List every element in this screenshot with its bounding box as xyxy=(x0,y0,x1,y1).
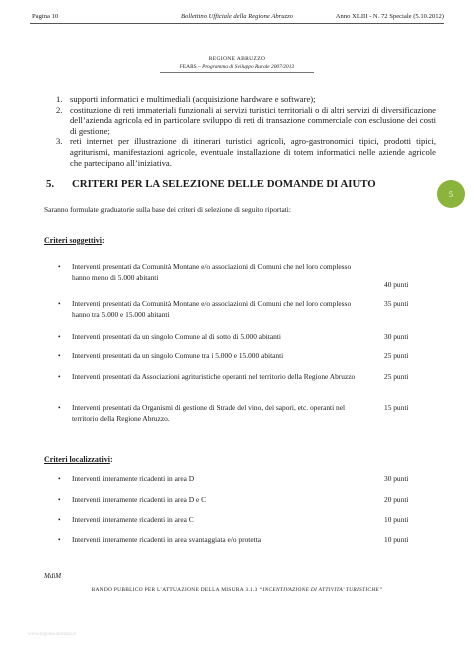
subheader-rule xyxy=(160,72,314,73)
location-criteria-title: Criteri localizzativi: xyxy=(44,455,113,464)
numbered-list xyxy=(56,94,436,168)
footer-text: BANDO PUBBLICO PER L’ATTUAZIONE DELLA MISURA 3.1.3 “INCENTIVAZIONE DI ATTIVITA’ TURISTICHE” xyxy=(91,587,383,593)
document-page: Pagina 10 Bollettino Ufficiale della Regione Abruzzo Anno XLIII - N. 72 Speciale (5.10.2012) REGIONE ABRUZZO FEARS – Programma di Sviluppo Rurale 2007/2013 1. supporti informatici e multimediali (acquisizione hardware e software); 2. costituzione di reti immateriali funzionali ai servizi turistici territoriali o di altri servizi di diversificazione dell’azienda agricola ed in particolare sviluppo di reti di transazione commerciale con esclusione dei costi di gestione; 3. reti internet per illustrazione di itinerari turistici agricoli, agro-gastronomici tipici, prodotti tipici, agriturismi, manifestazioni agricole, eventuale installazione di totem informatici nelle aziende agricole che partecipano all’iniziativa. 5. CRITERI PER LA SELEZIONE DELLE DOMANDE DI AIUTO 5 Saranno formulate graduatorie sulla base dei criteri di selezione di seguito riportati: Criteri soggettivi: • Interventi presentati da Comunità Montane e/o associazioni di Comuni che nel loro complesso hanno meno di 5.000 abitanti 40 punti • Interventi presentati da Comunità Montane e/o associazioni di Comuni che nel loro complesso hanno tra 5.000 e 15.000 abitanti 35 punti • Interventi presentati da un singolo Comune al di sotto di 5.000 abitanti 30 punti • Interventi presentati da un singolo Comune tra i 5.000 e 15.000 abitanti 25 punti • Interventi presentati da Associazioni agrituristiche operanti nel territorio della Regione Abruzzo 25 punti • Interventi presentati da Organismi di gestione di Strade del vino, dei sapori, etc. operanti nel territorio della Regione Abruzzo. 15 punti Criteri localizzativi: • Interventi interamente ricadenti in area D 30 punti • Interventi interamente ricadenti in area D e C 20 punti • Interventi interamente ricadenti in area C 10 punti • Interventi interamente ricadenti in area svantaggiata e/o protetta 10 punti MdiM BANDO PUBBLICO PER L’ATTUAZIONE DELLA MISURA 3.1.3 “INCENTIVAZIONE DI ATTIVITA’ TURISTICHE” www.regione.abruzzo.it xyxy=(0,0,474,670)
issue-info: Anno XLIII - N. 72 Speciale (5.10.2012) xyxy=(335,13,444,20)
program-name: FEARS – Programma di Sviluppo Rurale 2007/2013 xyxy=(179,64,295,70)
list-item: 3. reti internet per illustrazione di itinerari turistici agricoli, agro-gastronomici tipici, prodotti tipici, agriturismi, manifestazioni agricole, eventuale installazione di totem informatici nelle aziende agricole che partecipano all’iniziativa. xyxy=(56,136,436,168)
page-number: Pagina 10 xyxy=(32,13,59,20)
footer-initials: MdiM xyxy=(44,572,62,580)
section-intro: Saranno formulate graduatorie sulla base dei criteri di selezione di seguito riportati: xyxy=(44,205,291,214)
section-badge: 5 xyxy=(437,180,465,208)
region-name: REGIONE ABRUZZO xyxy=(208,56,266,62)
publication-title: Bollettino Ufficiale della Regione Abruzzo xyxy=(181,13,293,20)
list-item: 1. supporti informatici e multimediali (acquisizione hardware e software); xyxy=(56,94,316,104)
section-heading: 5. CRITERI PER LA SELEZIONE DELLE DOMANDE DI AIUTO xyxy=(46,178,376,190)
header-rule xyxy=(30,23,444,24)
list-item: 2. costituzione di reti immateriali funzionali ai servizi turistici territoriali o di altri servizi di diversificazione dell’azienda agricola ed in particolare sviluppo di reti di transazione commerciale con esclusione dei costi di gestione; xyxy=(56,104,436,136)
subjective-criteria-title: Criteri soggettivi: xyxy=(44,236,105,245)
faint-watermark-text: www.regione.abruzzo.it xyxy=(28,632,76,637)
